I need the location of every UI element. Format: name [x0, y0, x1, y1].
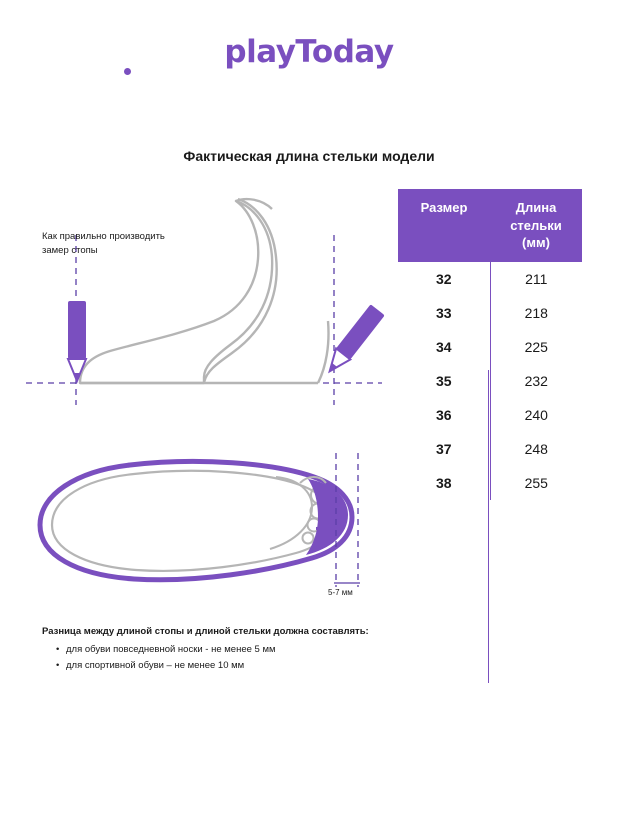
cell-size: 34	[398, 330, 490, 364]
table-row	[398, 466, 582, 500]
size-table-header-row	[398, 189, 582, 262]
insole-length-line-1: Длина	[515, 200, 557, 215]
measure-instruction-note	[42, 230, 202, 259]
cell-length: 240	[524, 406, 548, 423]
table-row	[398, 262, 582, 296]
gap-label: 5-7 мм	[328, 588, 353, 597]
size-table-body	[398, 262, 582, 500]
footer-note-title: Разница между длиной стопы и длиной стельки должна составлять:	[42, 626, 369, 637]
cell-size: 32	[398, 262, 490, 296]
table-row	[398, 364, 582, 398]
cell-size: 36	[398, 398, 490, 432]
table-divider-extension	[488, 370, 489, 683]
list-item: • для обуви повседневной носки - не менее 5 мм	[56, 642, 402, 658]
cell-length: 211	[525, 270, 548, 287]
size-table	[398, 189, 582, 500]
list-item: • для спортивной обуви – не менее 10 мм	[56, 658, 402, 674]
cell-size: 38	[398, 466, 490, 500]
footer-note	[42, 626, 402, 673]
brand-logo-text: playToday	[224, 34, 394, 70]
footer-note-list	[42, 642, 402, 673]
column-header-size: Размер	[398, 189, 490, 262]
column-header-insole-length	[490, 189, 582, 262]
cell-length: 218	[524, 304, 548, 321]
cell-length: 232	[524, 372, 548, 389]
size-table-head	[398, 189, 582, 262]
table-row	[398, 432, 582, 466]
cell-length: 225	[524, 338, 548, 355]
measure-note-line-1: Как правильно производить	[42, 231, 165, 242]
table-row	[398, 296, 582, 330]
cell-length: 248	[524, 440, 548, 457]
measure-note-line-2: замер стопы	[42, 245, 98, 257]
cell-size: 33	[398, 296, 490, 330]
brand-logo	[0, 34, 618, 70]
table-row	[398, 398, 582, 432]
insole-length-line-3: (мм)	[522, 235, 550, 251]
pencil-right-icon	[323, 304, 385, 377]
brand-logo-dot	[124, 68, 131, 75]
cell-length: 255	[524, 474, 548, 491]
table-row	[398, 330, 582, 364]
insole-length-line-2: стельки	[510, 217, 562, 233]
cell-size: 35	[398, 364, 490, 398]
page-title: Фактическая длина стельки модели	[183, 148, 435, 164]
cell-size: 37	[398, 432, 490, 466]
